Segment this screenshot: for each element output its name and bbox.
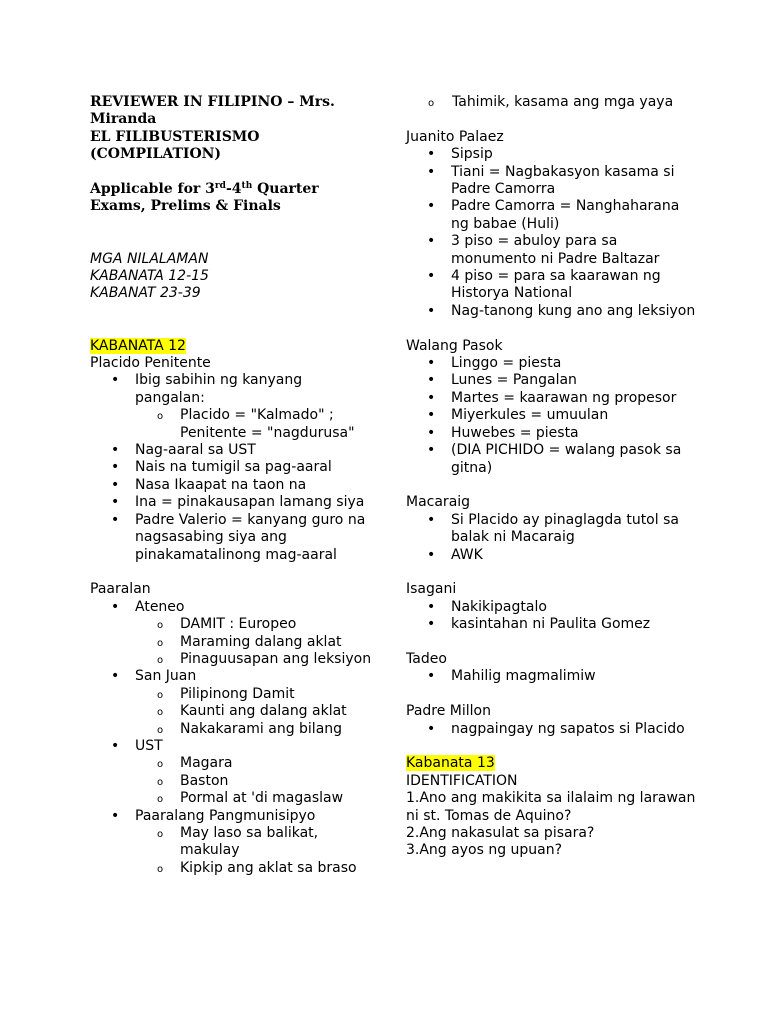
placido-list — [90, 372, 375, 563]
walang-pasok-list — [406, 355, 696, 477]
list-item: o Nakakarami ang bilang — [135, 721, 375, 738]
paaralan-list — [90, 599, 375, 878]
section-heading-tadeo: Tadeo — [406, 650, 447, 667]
list-item: • Padre Valerio = kanyang guro na nagsasabing siya ang pinakamatalinong mag-aaral — [90, 512, 375, 564]
list-item: o Kipkip ang aklat sa braso — [135, 860, 375, 877]
identification-heading: IDENTIFICATION — [406, 772, 518, 789]
macaraig-list — [406, 512, 696, 564]
section-heading-placido: Placido Penitente — [90, 355, 211, 372]
section-heading-paaralan: Paaralan — [90, 581, 151, 598]
list-item: • Nakikipagtalo — [406, 599, 696, 616]
list-item: • Nasa Ikaapat na taon na — [90, 477, 375, 494]
list-item: • kasintahan ni Paulita Gomez — [406, 616, 696, 633]
list-item: • Nag-tanong kung ano ang leksiyon — [406, 303, 696, 320]
list-item: • Nag-aaral sa UST — [90, 442, 375, 459]
toc-item: KABANAT 23-39 — [90, 285, 201, 302]
isagani-list — [406, 599, 696, 634]
list-item: • 3 piso = abuloy para sa monumento ni Padre Baltazar — [406, 233, 696, 268]
list-item: o DAMIT : Europeo — [135, 616, 375, 633]
list-item: • AWK — [406, 547, 696, 564]
list-item: • Ateneo o DAMIT : Europeo o Maraming dalang aklat o Pinaguusapan ang leksiyon — [90, 599, 375, 669]
right-column — [406, 94, 696, 860]
chapter-heading-13: Kabanata 13 — [406, 755, 495, 772]
list-item: o Placido = "Kalmado" ; Penitente = "nagdurusa" — [135, 407, 375, 442]
list-item: • Paaralang Pangmunisipyo o May laso sa balikat, makulay o Kipkip ang aklat sa braso — [90, 808, 375, 878]
list-item: o Pinaguusapan ang leksiyon — [135, 651, 375, 668]
list-item: o Tahimik, kasama ang mga yaya — [356, 94, 696, 111]
applicable-note: Applicable for 3rd-4th Quarter Exams, Prelims & Finals — [90, 181, 319, 215]
list-item: • Nais na tumigil sa pag-aaral — [90, 459, 375, 476]
section-heading-millon: Padre Millon — [406, 703, 491, 720]
section-heading-walang-pasok: Walang Pasok — [406, 337, 503, 354]
list-item: o Pilipinong Damit — [135, 686, 375, 703]
list-item: o Pormal at 'di magaslaw — [135, 790, 375, 807]
list-item: • Miyerkules = umuulan — [406, 407, 696, 424]
list-item: • 4 piso = para sa kaarawan ng Historya National — [406, 268, 696, 303]
list-item: • Padre Camorra = Nanghaharana ng babae (Huli) — [406, 198, 696, 233]
question: 1.Ano ang makikita sa ilalaim ng larawan ni st. Tomas de Aquino? — [406, 790, 696, 824]
list-item: • San Juan o Pilipinong Damit o Kaunti ang dalang aklat o Nakakarami ang bilang — [90, 668, 375, 738]
list-item: • nagpaingay ng sapatos si Placido — [406, 721, 696, 738]
list-item: • Mahilig magmalimiw — [406, 668, 696, 685]
list-item: o Baston — [135, 773, 375, 790]
juanito-list — [406, 146, 696, 320]
list-item: • (DIA PICHIDO = walang pasok sa gitna) — [406, 442, 696, 477]
chapter-heading-12: KABANATA 12 — [90, 337, 186, 354]
list-item: • Lunes = Pangalan — [406, 372, 696, 389]
list-item: • Sipsip — [406, 146, 696, 163]
list-item: o Maraming dalang aklat — [135, 634, 375, 651]
table-of-contents — [90, 251, 375, 303]
toc-heading: MGA NILALAMAN — [90, 250, 209, 267]
paaralan-list-continued — [356, 94, 696, 111]
left-column — [90, 94, 375, 877]
list-item: • Martes = kaarawan ng propesor — [406, 390, 696, 407]
question: 3.Ang ayos ng upuan? — [406, 842, 563, 859]
list-item: • Linggo = piesta — [406, 355, 696, 372]
list-item: • Ina = pinakausapan lamang siya — [90, 494, 375, 511]
millon-list — [406, 721, 696, 738]
list-item: o Kaunti ang dalang aklat — [135, 703, 375, 720]
list-item: • Tiani = Nagbakasyon kasama si Padre Camorra — [406, 164, 696, 199]
list-item: • Si Placido ay pinaglagda tutol sa balak ni Macaraig — [406, 512, 696, 547]
list-item: o May laso sa balikat, makulay — [135, 825, 375, 860]
document-title: REVIEWER IN FILIPINO – Mrs. Miranda EL FILIBUSTERISMO (COMPILATION) — [90, 94, 335, 163]
list-item: • Huwebes = piesta — [406, 425, 696, 442]
list-item: • UST o Magara o Baston o Pormal at 'di magaslaw — [90, 738, 375, 808]
list-item: o Magara — [135, 755, 375, 772]
section-heading-juanito: Juanito Palaez — [406, 128, 504, 145]
list-item: • Ibig sabihin ng kanyang pangalan: o Placido = "Kalmado" ; Penitente = "nagdurusa" — [90, 372, 375, 442]
toc-item: KABANATA 12-15 — [90, 268, 209, 285]
section-heading-isagani: Isagani — [406, 581, 457, 598]
tadeo-list — [406, 668, 696, 685]
question: 2.Ang nakasulat sa pisara? — [406, 824, 595, 841]
section-heading-macaraig: Macaraig — [406, 494, 471, 511]
